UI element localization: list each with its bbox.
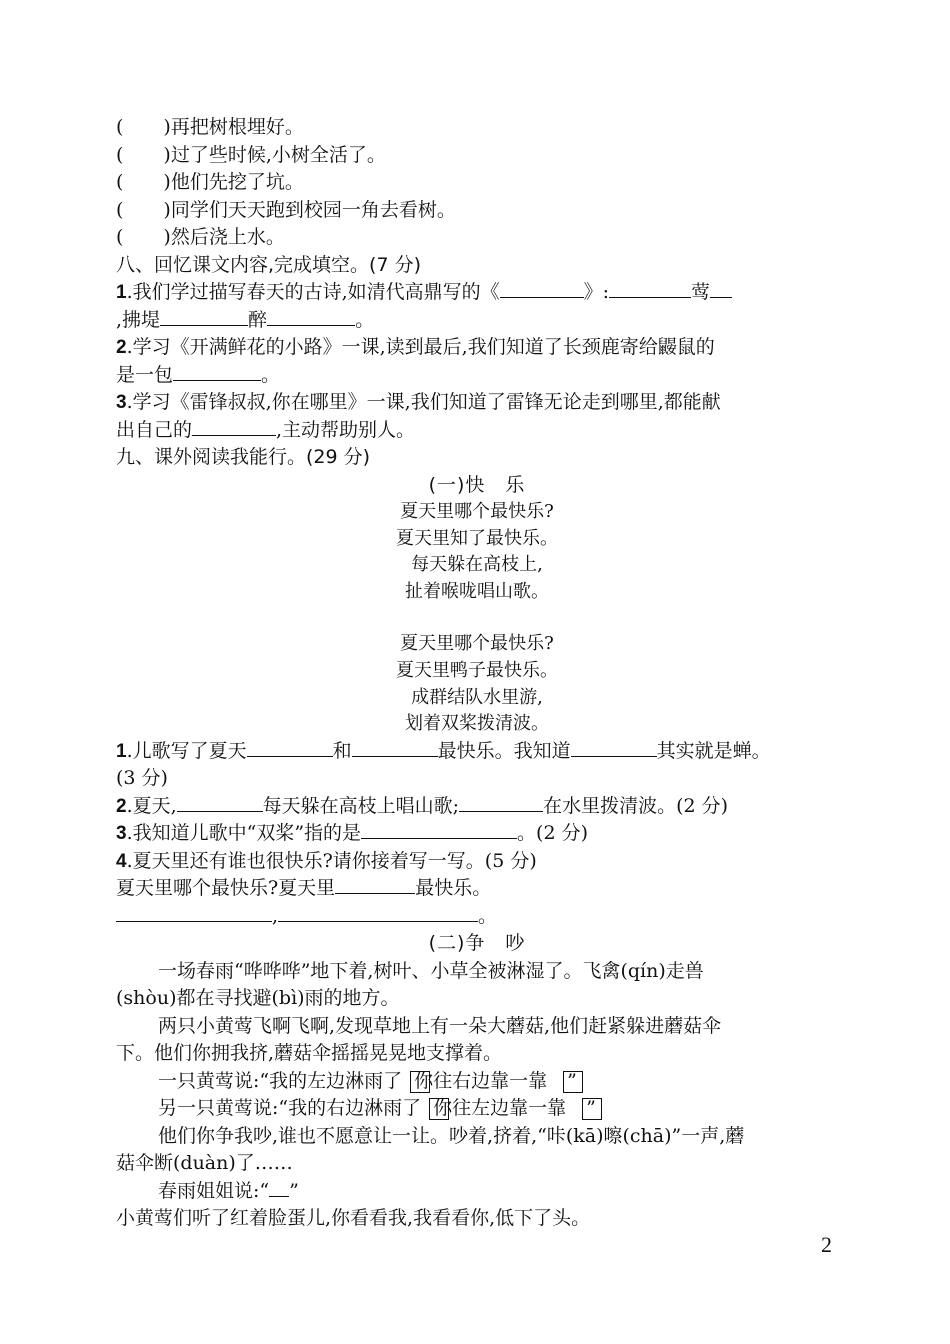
answer-blank[interactable] — [500, 279, 584, 298]
answer-blank[interactable] — [160, 307, 248, 326]
section-8-heading: 八、回忆课文内容,完成填空。(7 分) — [116, 253, 421, 276]
question-8-2-cont: 是一包 。 — [116, 363, 281, 386]
question-8-1-cont: ,拂堤 醉 。 — [116, 308, 375, 331]
answer-blank[interactable] — [192, 417, 276, 436]
story-dialogue: 春雨姐姐说:“ ” — [158, 1179, 299, 1202]
question-8-2: 2.学习《开满鲜花的小路》一课,读到最后,我们知道了长颈鹿寄给鼹鼠的 — [116, 336, 715, 358]
order-text: 过了些时候,小树全活了。 — [170, 143, 386, 166]
story-paragraph: 两只小黄莺飞啊飞啊,发现草地上有一朵大蘑菇,他们赶紧躲进蘑菇伞 — [158, 1014, 722, 1037]
answer-blank[interactable] — [352, 738, 438, 757]
order-text: 再把树根埋好。 — [170, 116, 304, 138]
question-8-3: 3.学习《雷锋叔叔,你在哪里》一课,我们知道了雷锋无论走到哪里,都能献 — [116, 391, 721, 413]
poem-line: 划着双桨拨清波。 — [405, 713, 549, 735]
order-item: ( )同学们天天跑到校园一角去看树。 — [116, 198, 456, 221]
answer-blank[interactable] — [278, 903, 478, 922]
answer-blank[interactable] — [267, 307, 355, 326]
question-9-4-prompt: 夏天里哪个最快乐?夏天里 最快乐。 — [116, 877, 492, 900]
section-9-heading: 九、课外阅读我能行。(29 分) — [116, 446, 371, 468]
story-paragraph-cont: (shòu)都在寻找避(bì)雨的地方。 — [116, 987, 400, 1010]
story-paragraph: 一场春雨“哗哗哗”地下着,树叶、小草全被淋湿了。飞禽(qín)走兽 — [158, 959, 704, 982]
order-text: 同学们天天跑到校园一角去看树。 — [170, 198, 456, 221]
story-paragraph: 小黄莺们听了红着脸蛋儿,你看看我,我看看你,低下了头。 — [116, 1207, 591, 1230]
answer-blank[interactable] — [459, 793, 543, 812]
story-title: (二)争 吵 — [428, 932, 526, 955]
question-9-4-answer: , 。 — [116, 903, 838, 931]
poem-line: 夏天里鸭子最快乐。 — [396, 659, 558, 681]
poem-line: 每天躲在高枝上, — [411, 554, 543, 576]
question-9-4: 4.夏天里还有谁也很快乐?请你接着写一写。(5 分) — [116, 849, 537, 872]
order-text: 他们先挖了坑。 — [170, 171, 304, 193]
story-paragraph: 他们你争我吵,谁也不愿意让一让。吵着,挤着,“咔(kā)嚓(chā)”一声,蘑 — [158, 1124, 745, 1147]
question-8-1: 1.我们学过描写春天的古诗,如清代高鼎写的《 》: 莺 — [116, 279, 838, 307]
answer-blank[interactable] — [269, 1178, 289, 1197]
question-9-1: 1.儿歌写了夏天 和 最快乐。我知道 其实就是蝉。 — [116, 739, 771, 762]
stanza-gap — [116, 605, 838, 631]
answer-blank[interactable] — [247, 738, 333, 757]
page-number: 2 — [821, 1232, 832, 1257]
answer-blank[interactable] — [173, 362, 261, 381]
answer-blank[interactable] — [116, 903, 272, 922]
worksheet-page — [116, 114, 838, 1233]
story-dialogue: 另一只黄莺说:“我的右边淋雨了 你往左边靠一靠 ” — [116, 1095, 838, 1123]
story-paragraph-cont: 菇伞断(duàn)了…… — [116, 1152, 293, 1175]
order-item: ( )再把树根埋好。 — [116, 116, 304, 138]
poem-line: 扯着喉咙唱山歌。 — [405, 580, 549, 602]
answer-blank[interactable] — [609, 279, 691, 298]
answer-blank[interactable] — [710, 279, 732, 298]
order-item: ( )他们先挖了坑。 — [116, 171, 304, 193]
order-item: ( )过了些时候,小树全活了。 — [116, 143, 386, 166]
poem-line: 夏天里知了最快乐。 — [396, 527, 558, 549]
question-9-3: 3.我知道儿歌中“双桨”指的是 。(2 分) — [116, 822, 589, 845]
story-paragraph-cont: 下。他们你拥我挤,蘑菇伞摇摇晃晃地支撑着。 — [116, 1042, 503, 1065]
poem-line: 夏天里哪个最快乐? — [400, 633, 554, 655]
answer-blank[interactable] — [177, 793, 263, 812]
answer-blank[interactable] — [571, 738, 657, 757]
story-dialogue: 一只黄莺说:“我的左边淋雨了 你往右边靠一靠 ” — [116, 1068, 838, 1096]
answer-blank[interactable] — [335, 875, 415, 894]
poem-line: 夏天里哪个最快乐? — [400, 501, 554, 522]
question-9-2: 2.夏天, 每天躲在高枝上唱山歌; 在水里拨清波。(2 分) — [116, 794, 729, 817]
poem-line: 成群结队水里游, — [411, 686, 543, 708]
question-9-1-score: (3 分) — [116, 767, 168, 790]
order-item: ( )然后浇上水。 — [116, 226, 285, 248]
question-8-3-cont: 出自己的 ,主动帮助别人。 — [116, 418, 416, 441]
order-text: 然后浇上水。 — [170, 226, 285, 248]
answer-blank[interactable] — [361, 820, 517, 839]
poem-title: (一)快 乐 — [428, 473, 526, 496]
